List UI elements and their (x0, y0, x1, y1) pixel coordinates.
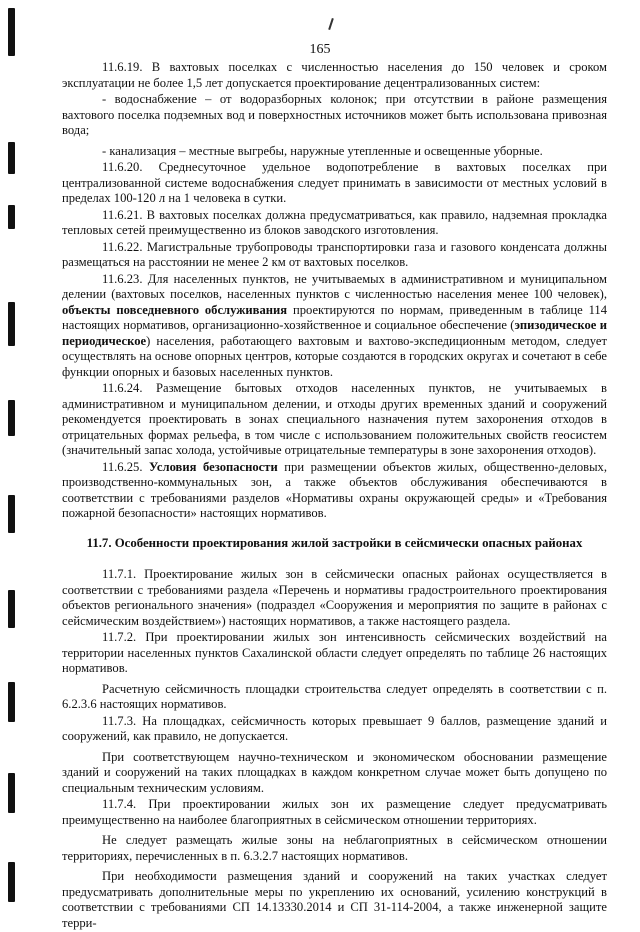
paragraph: Расчетную сейсмичность площадки строительства следует определять в соответствии с п. 6.2.3.6 настоящих нормативов. (62, 681, 607, 711)
text-run: ) населения, работающего вахтовым и вахтово-экспедиционным методом, следует осуществлять на основе опорных центров, которые создаются в городских округах и сочетают в себе функции опорных и базовых населенных пунктов. (62, 333, 607, 379)
binding-mark (8, 400, 15, 436)
paragraph (62, 460, 607, 522)
scan-mark (328, 18, 334, 30)
text-run: при размещении объектов жилых, общественно-деловых, производственно-коммунальных зон, а также объектов обслуживания обеспечиваются в соответствии с требованиями разделов «Нормативы охраны окружающей среды» и «Требования пожарной безопасности» настоящих нормативов. (62, 459, 607, 520)
binding-mark (8, 302, 15, 346)
paragraph: - водоснабжение – от водоразборных колонок; при отсутствии в районе размещения вахтового поселка подземных вод и поверхностных источников может быть использована привозная вода; (62, 92, 607, 137)
paragraph: При необходимости размещения зданий и сооружений на таких участках следует предусматривать дополнительные меры по укреплению их оснований, усилению конструкций в соответствии с требованиями СП 14.13330.2014 и СП 31-114-2004, а также инженерной защите терри- (62, 869, 607, 930)
paragraph: 11.6.21. В вахтовых поселках должна предусматриваться, как правило, надземная прокладка тепловых сетей преимущественно из блоков заводского изготовления. (62, 207, 607, 237)
paragraph: - канализация – местные выгребы, наружные утепленные и освещенные уборные. (102, 143, 543, 158)
binding-mark (8, 142, 15, 174)
bold-term: Условия безопасности (149, 459, 278, 474)
paragraph: Не следует размещать жилые зоны на неблагоприятных в сейсмическом отношении территориях, перечисленных в п. 6.3.2.7 настоящих нормативов. (62, 833, 607, 863)
bold-term: объекты повседневного обслуживания (62, 302, 288, 317)
text-run: проектируются по нормам, приведенным в таблице 114 настоящих нормативов, организационно-хозяйственное и социальное обеспечение ( (62, 302, 608, 332)
paragraph (62, 272, 607, 381)
binding-mark (8, 205, 15, 229)
text-run: 11.6.23. Для населенных пунктов, не учитываемых в административном и муниципальном делении (вахтовых поселков, населенных пунктов с численностью населения менее 100 человек), (62, 271, 607, 301)
paragraph: 11.7.2. При проектировании жилых зон интенсивность сейсмических воздействий на территории населенных пунктов Сахалинской области следует определять по таблице 26 настоящих нормативов. (62, 630, 607, 675)
binding-mark (8, 773, 15, 813)
paragraph: 11.6.22. Магистральные трубопроводы транспортировки газа и газового конденсата должны размещаться на расстоянии не менее 2 км от вахтовых поселков. (62, 239, 607, 269)
paragraph: 11.6.20. Среднесуточное удельное водопотребление в вахтовых поселках при централизованной системе водоснабжения следует принимать в зависимости от местных условий в пределах 100-120 л на 1 человека в сутки. (62, 160, 607, 205)
paragraph: 11.6.19. В вахтовых поселках с численностью населения до 150 человек и сроком эксплуатации не более 1,5 лет допускается проектирование децентрализованных систем: (62, 60, 607, 90)
section-heading: 11.7. Особенности проектирования жилой застройки в сейсмически опасных районах (86, 535, 583, 550)
binding-mark (8, 590, 15, 628)
page-number: 165 (309, 42, 331, 57)
binding-mark (8, 495, 15, 533)
paragraph: 11.7.1. Проектирование жилых зон в сейсмически опасных районах осуществляется в соответствии с требованиями раздела «Перечень и нормативы градостроительного проектирования объектов регионального значения» (подраздел «Сооружения и мероприятия по защите в районах с сейсмическим воздействием») настоящих нормативов, а также настоящего раздела. (62, 567, 607, 628)
bold-term: эпизодическое и периодическое (62, 318, 607, 348)
paragraph: При соответствующем научно-техническом и экономическом обосновании размещение зданий и сооружений на таких площадках в каждом конкретном случае может быть допущено по специальным техническим условиям. (62, 749, 607, 795)
text-run: 11.6.25. (102, 459, 150, 474)
paragraph: 11.7.4. При проектировании жилых зон их размещение следует предусматривать преимущественно на наиболее благоприятных в сейсмическом отношении территориях. (62, 797, 607, 827)
document-body (62, 60, 607, 932)
paragraph: 11.6.24. Размещение бытовых отходов населенных пунктов, не учитываемых в административном и муниципальном делении, и отходы других временных зданий и сооружений рекомендуется проектировать в зонах специального назначения путем захоронения отходов в отрицательных формах рельефа, в том числе с использованием положительных свойств геосистем (значительный запас холода, устойчивые отрицательные температуры в зоне захоронения отходов). (62, 381, 607, 457)
binding-mark (8, 862, 15, 902)
paragraph: 11.7.3. На площадках, сейсмичность которых превышает 9 баллов, размещение зданий и сооружений, как правило, не допускается. (62, 713, 607, 743)
binding-mark (8, 682, 15, 722)
